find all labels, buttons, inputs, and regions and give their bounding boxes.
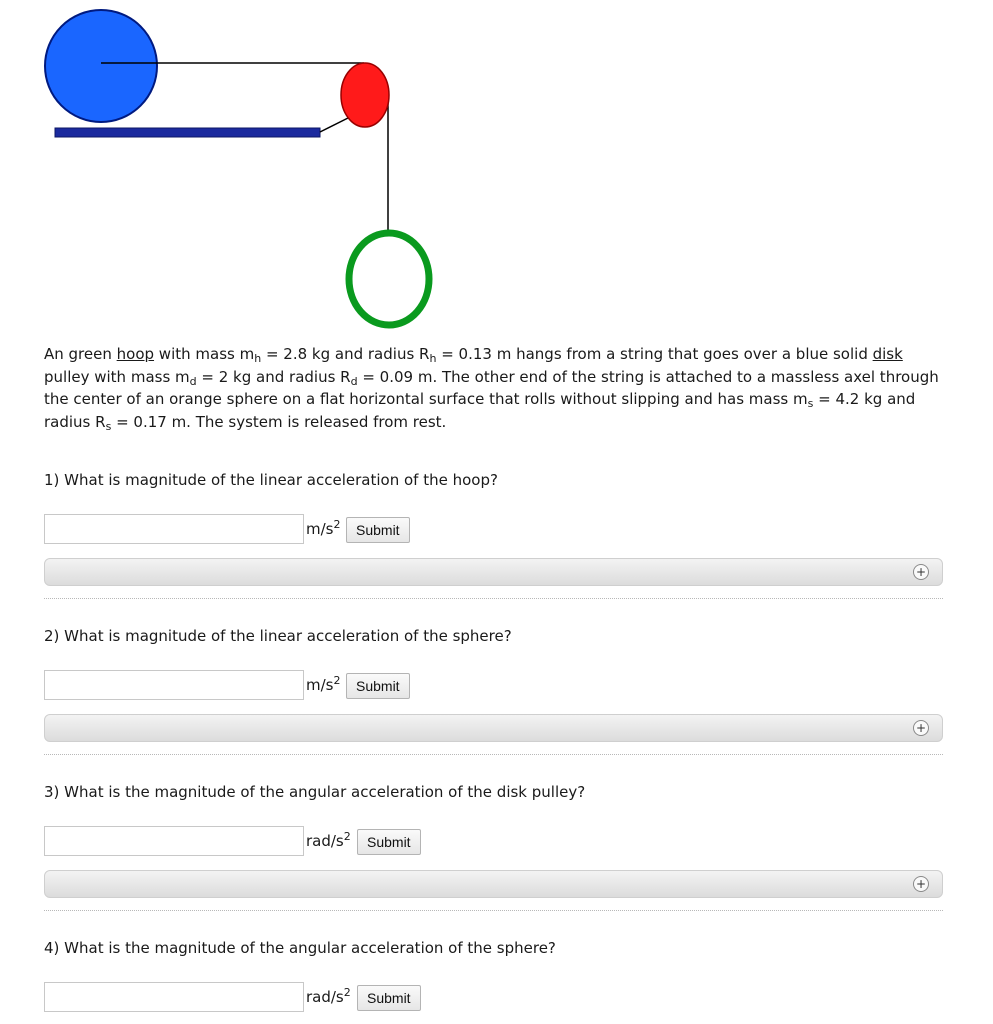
disk-link[interactable]: disk <box>872 345 903 363</box>
question-3: 3) What is the magnitude of the angular acceleration of the disk pulley? <box>44 783 586 801</box>
string-lower-segment <box>320 118 348 132</box>
hint-bar-3[interactable] <box>44 870 943 898</box>
hint-bar-2[interactable] <box>44 714 943 742</box>
answer-input-4[interactable] <box>44 982 304 1012</box>
horizontal-surface <box>55 128 320 137</box>
physics-diagram <box>0 0 993 340</box>
plus-circle-icon[interactable]: + <box>913 720 929 736</box>
answer-input-1[interactable] <box>44 514 304 544</box>
hoop <box>349 233 429 325</box>
submit-button-2[interactable]: Submit <box>346 673 410 699</box>
sphere <box>45 10 157 122</box>
unit-label-3: rad/$s^2$ <box>306 830 351 850</box>
unit-label-2: $m/s^2$ <box>306 674 341 694</box>
question-4: 4) What is the magnitude of the angular acceleration of the sphere? <box>44 939 556 957</box>
unit-label-1: $m/s^2$ <box>306 518 341 538</box>
question-1: 1) What is magnitude of the linear acceleration of the hoop? <box>44 471 498 489</box>
submit-button-1[interactable]: Submit <box>346 517 410 543</box>
submit-button-4[interactable]: Submit <box>357 985 421 1011</box>
submit-button-3[interactable]: Submit <box>357 829 421 855</box>
plus-circle-icon[interactable]: + <box>913 876 929 892</box>
divider-3 <box>44 910 943 911</box>
question-2: 2) What is magnitude of the linear acceleration of the sphere? <box>44 627 512 645</box>
unit-label-4: rad/$s^2$ <box>306 986 351 1006</box>
hint-bar-1[interactable] <box>44 558 943 586</box>
divider-1 <box>44 598 943 599</box>
disk-pulley <box>341 63 389 127</box>
answer-input-2[interactable] <box>44 670 304 700</box>
divider-2 <box>44 754 943 755</box>
hoop-link[interactable]: hoop <box>116 345 155 363</box>
problem-statement: An green hoop with mass $m_h = 2.8$ kg and radius $R_h = 0.13$ m hangs from a string that goes over a blue solid disk pulley with mass $m_d = 2$ kg and radius $R_d = 0.09$ m. The other end of the string is attached to a massless axel through the center of an orange sphere on a flat horizontal surface that rolls without slipping and has mass $m_s = 4.2$ kg and radius $R_s = 0.17$ m. The system is released from rest. <box>44 345 939 433</box>
answer-input-3[interactable] <box>44 826 304 856</box>
plus-circle-icon[interactable]: + <box>913 564 929 580</box>
